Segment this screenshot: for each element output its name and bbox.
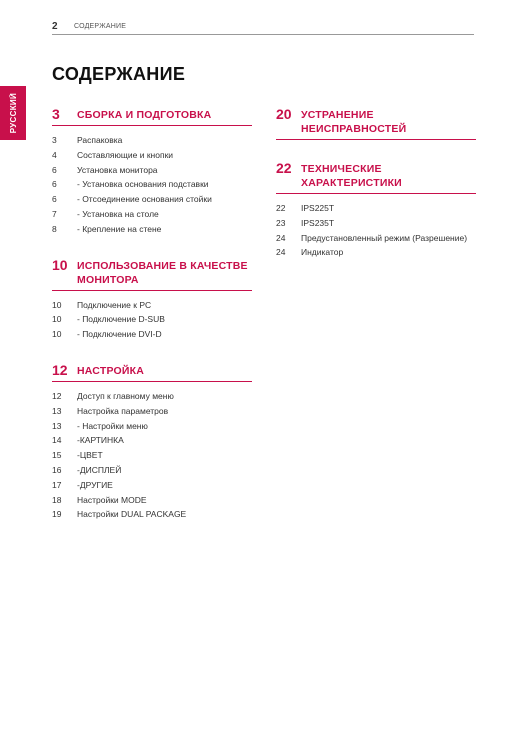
toc-entry-page: 16 [52, 464, 62, 475]
toc-entry-page: 13 [52, 420, 62, 431]
toc-entry[interactable] [52, 507, 252, 522]
header-page-number: 2 [52, 21, 58, 32]
toc-section-page: 10 [52, 256, 68, 273]
toc-right-column [276, 106, 476, 280]
toc-entry-page: 18 [52, 494, 62, 505]
toc-section [52, 106, 252, 237]
toc-entry-text: - Подключение D-SUB [77, 314, 165, 325]
toc-entry-page: 14 [52, 435, 62, 446]
toc-entry[interactable] [52, 389, 252, 404]
toc-left-column [52, 106, 252, 542]
toc-entry[interactable] [52, 327, 252, 342]
toc-section [52, 362, 252, 522]
toc-entry[interactable] [52, 493, 252, 508]
toc-section-title: СБОРКА И ПОДГОТОВКА [77, 109, 212, 121]
toc-section-title: УСТРАНЕНИЕ НЕИСПРАВНОСТЕЙ [301, 109, 407, 135]
toc-entry-text: -КАРТИНКА [77, 435, 124, 446]
language-tab [0, 86, 26, 140]
toc-entry[interactable] [52, 192, 252, 207]
toc-section [276, 106, 476, 140]
toc-entry[interactable] [52, 207, 252, 222]
toc-entry-page: 19 [52, 509, 62, 520]
toc-entry[interactable] [52, 133, 252, 148]
toc-entry-text: Доступ к главному меню [77, 390, 174, 401]
toc-entry-page: 10 [52, 299, 62, 310]
toc-entry[interactable] [52, 222, 252, 237]
toc-section [276, 160, 476, 260]
toc-entry[interactable] [52, 419, 252, 434]
toc-section-page: 12 [52, 361, 68, 378]
toc-entry-text: - Настройки меню [77, 420, 148, 431]
toc-entry[interactable] [276, 231, 476, 246]
language-tab-label: РУССКИЙ [8, 92, 18, 134]
toc-section-heading[interactable] [52, 106, 252, 126]
toc-entry-text: - Крепление на стене [77, 223, 162, 234]
toc-entry-text: Индикатор [301, 247, 344, 258]
toc-entry-page: 23 [276, 217, 286, 228]
toc-section-page: 20 [276, 106, 292, 122]
toc-entry[interactable] [52, 148, 252, 163]
toc-entry-text: Составляющие и кнопки [77, 149, 174, 160]
toc-entry[interactable] [52, 404, 252, 419]
toc-section-page: 3 [52, 106, 60, 122]
toc-entry-page: 24 [276, 247, 286, 258]
toc-entry-text: -ЦВЕТ [77, 450, 103, 461]
toc-entry-text: - Установка на столе [77, 208, 159, 219]
toc-entry-text: IPS225T [301, 203, 335, 213]
page-title: СОДЕРЖАНИЕ [52, 64, 186, 84]
toc-section-heading[interactable] [276, 160, 476, 194]
toc-entry-page: 13 [52, 405, 62, 416]
toc-entry[interactable] [52, 177, 252, 192]
toc-entry-page: 10 [52, 314, 62, 325]
toc-entry[interactable] [52, 163, 252, 178]
toc-entry[interactable] [52, 448, 252, 463]
header-section-title: СОДЕРЖАНИЕ [74, 23, 127, 30]
toc-entry-text: Настройка параметров [77, 405, 169, 416]
toc-entry-text: Подключение к PC [77, 299, 152, 310]
toc-entry-text: Установка монитора [77, 164, 158, 175]
toc-entry[interactable] [52, 312, 252, 327]
toc-section-heading[interactable] [52, 257, 252, 291]
toc-entry-page: 24 [276, 232, 286, 243]
toc-entry-text: - Установка основания подставки [77, 179, 209, 190]
toc-entry[interactable] [52, 463, 252, 478]
toc-entry[interactable] [52, 298, 252, 313]
toc-entry-page: 15 [52, 450, 62, 461]
toc-entry-page: 6 [52, 164, 57, 175]
toc-entry[interactable] [276, 245, 476, 260]
toc-entry-text: Предустановленный режим (Разрешение) [301, 232, 468, 243]
toc-entry-text: IPS235T [301, 217, 335, 228]
toc-entry-text: Настройки DUAL PACKAGE [77, 509, 187, 520]
toc-entry-page: 7 [52, 208, 57, 219]
toc-entry-page: 4 [52, 149, 57, 160]
toc-entry[interactable] [52, 433, 252, 448]
toc-entry-text: -ДИСПЛЕЙ [77, 464, 122, 475]
toc-entry-page: 12 [52, 390, 62, 401]
toc-entry-text: - Отсоединение основания стойки [77, 194, 212, 205]
toc-section [52, 257, 252, 342]
toc-section-heading[interactable] [276, 106, 476, 140]
toc-entry-text: Настройки MODE [77, 494, 147, 505]
header-divider [52, 34, 474, 35]
toc-entry-page: 6 [52, 194, 57, 205]
toc-entry-page: 10 [52, 329, 62, 340]
toc-section-page: 22 [276, 160, 292, 176]
toc-entry-page: 6 [52, 179, 57, 190]
toc-section-heading[interactable] [52, 362, 252, 382]
toc-entry-page: 17 [52, 479, 62, 490]
toc-entry-page: 22 [276, 203, 286, 213]
toc-entry-text: - Подключение DVI-D [77, 329, 162, 340]
toc-entry[interactable] [276, 201, 476, 216]
toc-section-title: ИСПОЛЬЗОВАНИЕ В КАЧЕСТВЕ МОНИТОРА [77, 259, 248, 286]
toc-section-title: НАСТРОЙКА [77, 364, 145, 377]
toc-entry-page: 3 [52, 135, 57, 145]
toc-section-title: ТЕХНИЧЕСКИЕ ХАРАКТЕРИСТИКИ [301, 163, 402, 189]
toc-entry-page: 8 [52, 223, 57, 234]
toc-entry[interactable] [52, 478, 252, 493]
toc-entry[interactable] [276, 216, 476, 231]
toc-entry-text: Распаковка [77, 135, 123, 145]
toc-entry-text: -ДРУГИЕ [77, 479, 113, 490]
